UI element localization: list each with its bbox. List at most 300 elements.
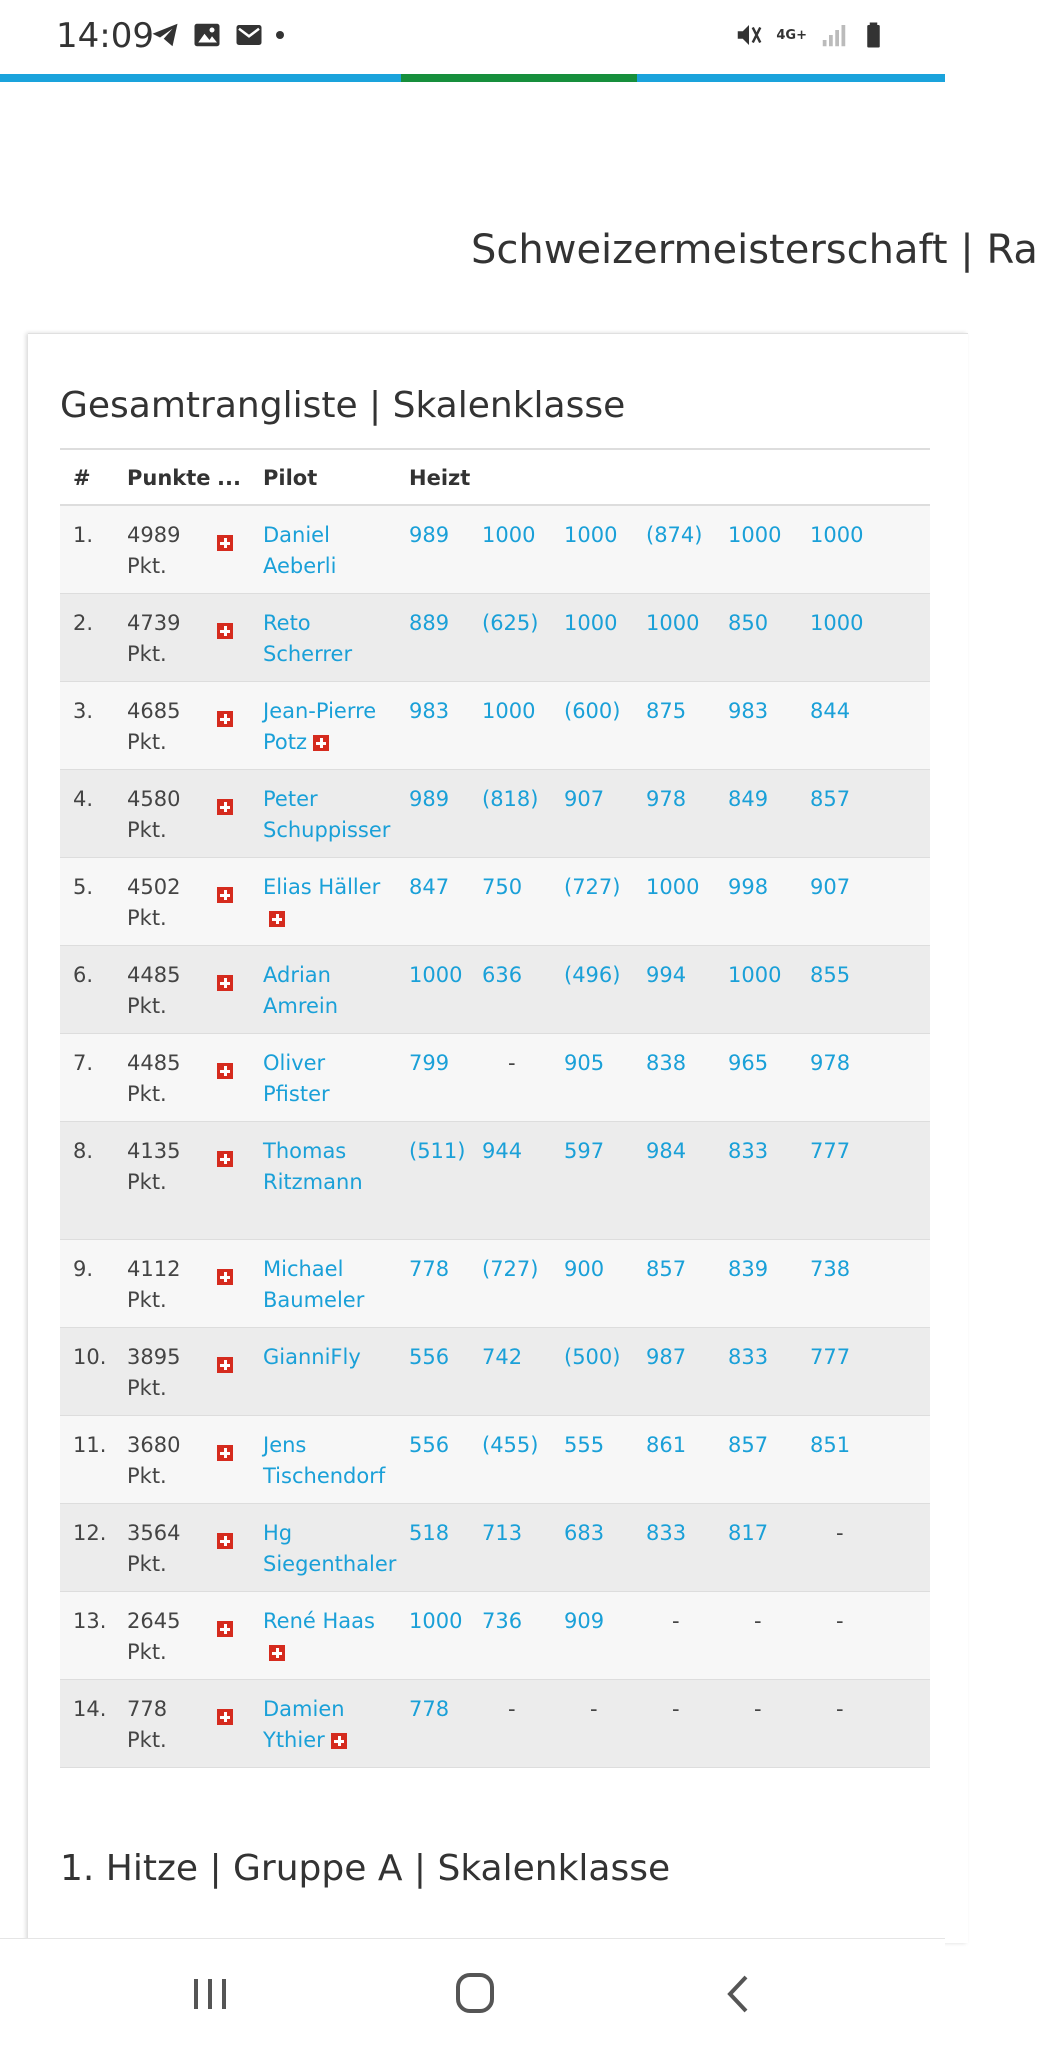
- pilot-name-line[interactable]: Daniel: [263, 523, 330, 547]
- heat-score-value: 857: [810, 787, 851, 811]
- title-divider: [60, 448, 930, 450]
- heat-score-value: 844: [810, 699, 851, 723]
- points-value: 4112: [127, 1257, 181, 1281]
- heat-score-value: 839: [728, 1257, 769, 1281]
- heat-score-link[interactable]: [564, 784, 622, 815]
- points-cell: [127, 960, 207, 1022]
- heat-score-link[interactable]: [409, 1430, 457, 1461]
- rank-cell: 9.: [73, 1257, 94, 1281]
- rank-cell: 14.: [73, 1697, 107, 1721]
- heat-score-link[interactable]: [646, 784, 704, 815]
- back-icon[interactable]: [710, 1969, 770, 2019]
- pilot-name-line[interactable]: Ritzmann: [263, 1170, 363, 1194]
- heat-score-value: 597: [564, 1139, 605, 1163]
- points-unit: Pkt.: [127, 554, 167, 578]
- heat-score-link[interactable]: [564, 1136, 622, 1167]
- points-unit: Pkt.: [127, 1552, 167, 1576]
- rank-cell: 7.: [73, 1051, 94, 1075]
- heat-score-link[interactable]: [482, 872, 540, 903]
- heat-score-link[interactable]: [728, 1342, 786, 1373]
- notification-icons: [150, 20, 284, 50]
- header-heats: Heizt: [409, 466, 471, 490]
- pilot-name-line[interactable]: Tischendorf: [263, 1464, 386, 1488]
- heat-score-value: -: [508, 1051, 516, 1075]
- swiss-flag-icon: [217, 1701, 233, 1732]
- pilot-name-line[interactable]: Jean-Pierre: [263, 699, 377, 723]
- heat-score-link: [564, 1694, 622, 1725]
- page-load-progress: [0, 74, 945, 82]
- table-row: [60, 1504, 930, 1592]
- progress-fill: [401, 74, 637, 82]
- heat-score-link[interactable]: [482, 1518, 540, 1549]
- points-unit: Pkt.: [127, 1464, 167, 1488]
- points-cell: [127, 1606, 207, 1668]
- pilot-link[interactable]: [263, 1136, 403, 1198]
- next-section-title: 1. Hitze | Gruppe A | Skalenklasse: [60, 1848, 671, 1889]
- heat-score-link: [646, 1606, 704, 1637]
- network-type: 4G+: [776, 27, 807, 43]
- pilot-link[interactable]: [263, 1606, 403, 1668]
- heat-score-link[interactable]: [646, 696, 704, 727]
- telegram-icon: [150, 20, 180, 50]
- heat-score-value: -: [754, 1609, 762, 1633]
- swiss-flag-icon: [217, 1055, 233, 1086]
- heat-score-value: 1000: [482, 523, 536, 547]
- heat-score-value: 857: [646, 1257, 687, 1281]
- heat-score-link[interactable]: [482, 960, 540, 991]
- pilot-link[interactable]: [263, 1694, 403, 1756]
- heat-score-link[interactable]: [482, 1606, 540, 1637]
- heat-score-link: [482, 1694, 540, 1725]
- points-value: 3895: [127, 1345, 181, 1369]
- table-row: [60, 506, 930, 594]
- pilot-name-line[interactable]: Elias Häller: [263, 875, 381, 899]
- header-nationality: ...: [217, 466, 241, 490]
- status-time: 14:09: [56, 16, 154, 56]
- rank-cell: 6.: [73, 963, 94, 987]
- heat-score-value: 983: [409, 699, 450, 723]
- heat-score-link[interactable]: [409, 1518, 457, 1549]
- heat-score-link: [728, 1694, 786, 1725]
- heat-score-link[interactable]: [409, 1606, 463, 1637]
- pilot-name-line[interactable]: Peter: [263, 787, 318, 811]
- heat-score-link[interactable]: [728, 520, 786, 551]
- pilot-name-line[interactable]: Scherrer: [263, 642, 353, 666]
- points-cell: [127, 1048, 207, 1110]
- section-title: Gesamtrangliste | Skalenklasse: [60, 385, 626, 426]
- swiss-flag-icon: [217, 1525, 233, 1556]
- pilot-link[interactable]: [263, 608, 403, 670]
- pilot-link[interactable]: [263, 1048, 403, 1110]
- heat-score-link[interactable]: [810, 960, 868, 991]
- heat-score-link[interactable]: [482, 1254, 540, 1285]
- points-unit: Pkt.: [127, 1640, 167, 1664]
- heat-score-value: 944: [482, 1139, 523, 1163]
- heat-score-link[interactable]: [728, 872, 786, 903]
- heat-score-value: (511): [409, 1139, 466, 1163]
- heat-score-link[interactable]: [728, 1048, 786, 1079]
- points-unit: Pkt.: [127, 1728, 167, 1752]
- heat-score-link: [728, 1606, 786, 1637]
- table-row: [60, 1680, 930, 1768]
- heat-score-link[interactable]: [409, 1136, 466, 1167]
- heat-score-value: 833: [646, 1521, 687, 1545]
- mail-icon: [234, 20, 264, 50]
- heat-score-link[interactable]: [810, 784, 868, 815]
- heat-score-value: (874): [646, 523, 703, 547]
- heat-score-link[interactable]: [646, 1342, 704, 1373]
- pilot-link[interactable]: [263, 872, 403, 934]
- ranking-table: [60, 452, 930, 1768]
- table-row: [60, 682, 930, 770]
- pilot-name-line[interactable]: Thomas: [263, 1139, 347, 1163]
- points-value: 4485: [127, 1051, 181, 1075]
- heat-score-value: 833: [728, 1139, 769, 1163]
- heat-score-value: 778: [409, 1257, 450, 1281]
- pilot-name-line[interactable]: René Haas: [263, 1609, 375, 1633]
- heat-score-link[interactable]: [564, 1048, 622, 1079]
- table-row: [60, 1416, 930, 1504]
- pilot-name-line[interactable]: GianniFly: [263, 1345, 361, 1369]
- rank-cell: 12.: [73, 1521, 107, 1545]
- heat-score-value: 817: [728, 1521, 769, 1545]
- rank-cell: 4.: [73, 787, 94, 811]
- heat-score-link[interactable]: [810, 1342, 868, 1373]
- heat-score-link[interactable]: [728, 1518, 786, 1549]
- rank-cell: 2.: [73, 611, 94, 635]
- pilot-name-line[interactable]: Michael: [263, 1257, 344, 1281]
- header-rank: #: [73, 466, 91, 490]
- table-row: [60, 594, 930, 682]
- pilot-name-line[interactable]: Amrein: [263, 994, 339, 1018]
- points-value: 4502: [127, 875, 181, 899]
- heat-score-value: (455): [482, 1433, 539, 1457]
- heat-score-link[interactable]: [646, 1518, 704, 1549]
- points-unit: Pkt.: [127, 1376, 167, 1400]
- points-value: 778: [127, 1697, 168, 1721]
- heat-score-link[interactable]: [482, 1430, 540, 1461]
- heat-score-link[interactable]: [810, 872, 868, 903]
- heat-score-link[interactable]: [728, 1254, 786, 1285]
- points-value: 2645: [127, 1609, 181, 1633]
- heat-score-link[interactable]: [564, 1430, 622, 1461]
- points-unit: Pkt.: [127, 1082, 167, 1106]
- pilot-name-line[interactable]: Adrian: [263, 963, 331, 987]
- pilot-name-line[interactable]: Oliver: [263, 1051, 326, 1075]
- heat-score-value: (600): [564, 699, 621, 723]
- heat-score-value: (818): [482, 787, 539, 811]
- heat-score-link[interactable]: [564, 1342, 622, 1373]
- heat-score-link[interactable]: [409, 520, 457, 551]
- heat-score-link[interactable]: [409, 608, 457, 639]
- heat-score-value: 983: [728, 699, 769, 723]
- heat-score-link[interactable]: [482, 608, 540, 639]
- points-cell: [127, 1342, 207, 1404]
- heat-score-value: 861: [646, 1433, 687, 1457]
- heat-score-value: 778: [409, 1697, 450, 1721]
- heat-score-value: -: [836, 1609, 844, 1633]
- swiss-flag-icon: [217, 791, 233, 822]
- heat-score-value: 1000: [728, 523, 782, 547]
- pilot-link[interactable]: [263, 960, 403, 1022]
- heat-score-link[interactable]: [409, 1048, 457, 1079]
- heat-score-value: 978: [646, 787, 687, 811]
- heat-score-value: 556: [409, 1345, 450, 1369]
- heat-score-link[interactable]: [728, 784, 786, 815]
- heat-score-link[interactable]: [409, 696, 457, 727]
- header-pilot: Pilot: [263, 466, 318, 490]
- swiss-flag-icon: [217, 703, 233, 734]
- heat-score-value: 987: [646, 1345, 687, 1369]
- heat-score-value: 907: [564, 787, 605, 811]
- table-body: [60, 506, 930, 1768]
- heat-score-value: 683: [564, 1521, 605, 1545]
- heat-score-link[interactable]: [810, 1254, 868, 1285]
- heat-score-link[interactable]: [564, 1518, 622, 1549]
- pilot-name-line[interactable]: Aeberli: [263, 554, 337, 578]
- swiss-flag-icon: [217, 1437, 233, 1468]
- pilot-name-line[interactable]: Siegenthaler: [263, 1552, 397, 1576]
- heat-score-link[interactable]: [646, 1254, 704, 1285]
- heat-score-link[interactable]: [646, 520, 704, 551]
- heat-score-value: 1000: [482, 699, 536, 723]
- heat-score-link[interactable]: [564, 696, 622, 727]
- points-cell: [127, 872, 207, 934]
- points-unit: Pkt.: [127, 1288, 167, 1312]
- heat-score-value: 556: [409, 1433, 450, 1457]
- heat-score-link[interactable]: [482, 696, 540, 727]
- mute-icon: [734, 20, 764, 50]
- signal-icon: [819, 20, 849, 50]
- heat-score-link: [810, 1606, 868, 1637]
- points-cell: [127, 1694, 207, 1756]
- recent-apps-icon[interactable]: [180, 1969, 240, 2019]
- rank-cell: 1.: [73, 523, 94, 547]
- pilot-name-line[interactable]: Baumeler: [263, 1288, 365, 1312]
- home-icon[interactable]: [445, 1969, 505, 2019]
- heat-score-link[interactable]: [564, 1606, 622, 1637]
- heat-score-value: 905: [564, 1051, 605, 1075]
- points-cell: [127, 1136, 207, 1198]
- rank-cell: 3.: [73, 699, 94, 723]
- heat-score-link: [646, 1694, 704, 1725]
- heat-score-value: -: [836, 1521, 844, 1545]
- points-cell: [127, 784, 207, 846]
- pilot-link[interactable]: [263, 520, 403, 582]
- heat-score-link[interactable]: [728, 1430, 786, 1461]
- pilot-link[interactable]: [263, 784, 403, 846]
- pilot-name-line[interactable]: Schuppisser: [263, 818, 391, 842]
- points-value: 4989: [127, 523, 181, 547]
- points-value: 3680: [127, 1433, 181, 1457]
- heat-score-link[interactable]: [646, 1136, 704, 1167]
- heat-score-link[interactable]: [409, 1254, 457, 1285]
- heat-score-value: 799: [409, 1051, 450, 1075]
- heat-score-link[interactable]: [409, 960, 463, 991]
- heat-score-link[interactable]: [482, 784, 540, 815]
- heat-score-value: 713: [482, 1521, 523, 1545]
- points-value: 4580: [127, 787, 181, 811]
- heat-score-link[interactable]: [728, 696, 786, 727]
- pilot-link[interactable]: [263, 1430, 403, 1492]
- pilot-name-line[interactable]: Jens: [263, 1433, 307, 1457]
- table-row: [60, 1034, 930, 1122]
- heat-score-link[interactable]: [646, 1048, 704, 1079]
- swiss-flag-icon: [217, 1613, 233, 1644]
- heat-score-link[interactable]: [728, 1136, 786, 1167]
- heat-score-link: [810, 1694, 868, 1725]
- heat-score-value: 833: [728, 1345, 769, 1369]
- heat-score-value: 875: [646, 699, 687, 723]
- heat-score-link[interactable]: [810, 608, 868, 639]
- pilot-link[interactable]: [263, 1518, 403, 1580]
- heat-score-link[interactable]: [810, 1048, 868, 1079]
- heat-score-link[interactable]: [409, 1694, 457, 1725]
- swiss-flag-icon: [269, 911, 285, 927]
- swiss-flag-icon: [217, 615, 233, 646]
- points-cell: [127, 520, 207, 582]
- heat-score-value: 1000: [564, 611, 618, 635]
- swiss-flag-icon: [217, 1143, 233, 1174]
- swiss-flag-icon: [313, 735, 329, 751]
- swiss-flag-icon: [269, 1645, 285, 1661]
- table-header: [60, 452, 930, 506]
- heat-score-link[interactable]: [646, 872, 704, 903]
- rank-cell: 8.: [73, 1139, 94, 1163]
- pilot-name-line[interactable]: Reto: [263, 611, 311, 635]
- points-unit: Pkt.: [127, 994, 167, 1018]
- heat-score-link[interactable]: [646, 1430, 704, 1461]
- dot-icon: [276, 31, 284, 39]
- heat-score-value: 1000: [409, 1609, 463, 1633]
- points-cell: [127, 1430, 207, 1492]
- points-unit: Pkt.: [127, 818, 167, 842]
- heat-score-value: 838: [646, 1051, 687, 1075]
- heat-score-value: 900: [564, 1257, 605, 1281]
- heat-score-link[interactable]: [564, 1254, 622, 1285]
- battery-icon: [861, 20, 891, 50]
- system-icons: [734, 20, 891, 50]
- rank-cell: 5.: [73, 875, 94, 899]
- pilot-link[interactable]: [263, 696, 403, 758]
- pilot-link[interactable]: [263, 1254, 403, 1316]
- heat-score-link[interactable]: [482, 1342, 540, 1373]
- heat-score-link[interactable]: [810, 520, 868, 551]
- heat-score-link[interactable]: [482, 1136, 540, 1167]
- heat-score-link[interactable]: [810, 1430, 868, 1461]
- heat-score-value: 750: [482, 875, 523, 899]
- heat-score-value: 777: [810, 1345, 851, 1369]
- points-value: 4739: [127, 611, 181, 635]
- heat-score-value: 1000: [646, 611, 700, 635]
- navigation-bar: [0, 1938, 945, 2048]
- swiss-flag-icon: [217, 967, 233, 998]
- heat-score-value: 978: [810, 1051, 851, 1075]
- heat-score-value: 989: [409, 787, 450, 811]
- heat-score-value: 889: [409, 611, 450, 635]
- heat-score-value: (500): [564, 1345, 621, 1369]
- points-unit: Pkt.: [127, 642, 167, 666]
- heat-score-value: 909: [564, 1609, 605, 1633]
- table-row: [60, 1122, 930, 1240]
- heat-score-value: 850: [728, 611, 769, 635]
- points-value: 4485: [127, 963, 181, 987]
- header-points: Punkte: [127, 466, 211, 490]
- heat-score-value: 1000: [409, 963, 463, 987]
- heat-score-value: 907: [810, 875, 851, 899]
- heat-score-link[interactable]: [646, 960, 704, 991]
- heat-score-value: -: [672, 1697, 680, 1721]
- heat-score-link[interactable]: [728, 608, 786, 639]
- page-title-container: [0, 200, 1038, 280]
- heat-score-value: 965: [728, 1051, 769, 1075]
- heat-score-value: 736: [482, 1609, 523, 1633]
- heat-score-value: -: [754, 1697, 762, 1721]
- points-value: 4685: [127, 699, 181, 723]
- heat-score-link[interactable]: [564, 960, 622, 991]
- heat-score-value: 738: [810, 1257, 851, 1281]
- heat-score-link[interactable]: [564, 872, 622, 903]
- image-icon: [192, 20, 222, 50]
- heat-score-value: 851: [810, 1433, 851, 1457]
- heat-score-value: 849: [728, 787, 769, 811]
- heat-score-link[interactable]: [646, 608, 704, 639]
- heat-score-value: 1000: [810, 611, 864, 635]
- heat-score-link[interactable]: [728, 960, 786, 991]
- heat-score-link: [810, 1518, 868, 1549]
- pilot-name-line[interactable]: Damien: [263, 1697, 345, 1721]
- heat-score-value: 555: [564, 1433, 605, 1457]
- heat-score-link[interactable]: [409, 784, 457, 815]
- heat-score-link[interactable]: [810, 696, 868, 727]
- status-bar: [0, 0, 945, 74]
- points-cell: [127, 608, 207, 670]
- heat-score-value: 777: [810, 1139, 851, 1163]
- heat-score-value: -: [508, 1697, 516, 1721]
- heat-score-value: 984: [646, 1139, 687, 1163]
- pilot-name-line[interactable]: Ythier: [263, 1728, 325, 1752]
- pilot-name-line[interactable]: Hg: [263, 1521, 293, 1545]
- heat-score-link[interactable]: [564, 520, 622, 551]
- heat-score-link[interactable]: [810, 1136, 868, 1167]
- pilot-link[interactable]: [263, 1342, 403, 1373]
- table-row: [60, 1240, 930, 1328]
- table-row: [60, 1592, 930, 1680]
- swiss-flag-icon: [331, 1733, 347, 1749]
- heat-score-value: (727): [564, 875, 621, 899]
- heat-score-link[interactable]: [482, 520, 540, 551]
- heat-score-value: (727): [482, 1257, 539, 1281]
- heat-score-value: (625): [482, 611, 539, 635]
- pilot-name-line[interactable]: Pfister: [263, 1082, 330, 1106]
- heat-score-value: 636: [482, 963, 523, 987]
- heat-score-value: 1000: [810, 523, 864, 547]
- table-row: [60, 1328, 930, 1416]
- points-value: 3564: [127, 1521, 181, 1545]
- heat-score-value: 1000: [728, 963, 782, 987]
- heat-score-value: -: [836, 1697, 844, 1721]
- heat-score-link[interactable]: [409, 1342, 457, 1373]
- heat-score-link[interactable]: [564, 608, 622, 639]
- table-row: [60, 770, 930, 858]
- points-value: 4135: [127, 1139, 181, 1163]
- swiss-flag-icon: [217, 1261, 233, 1292]
- points-cell: [127, 1254, 207, 1316]
- rank-cell: 11.: [73, 1433, 107, 1457]
- pilot-name-line[interactable]: Potz: [263, 730, 308, 754]
- heat-score-link[interactable]: [409, 872, 457, 903]
- heat-score-value: 518: [409, 1521, 450, 1545]
